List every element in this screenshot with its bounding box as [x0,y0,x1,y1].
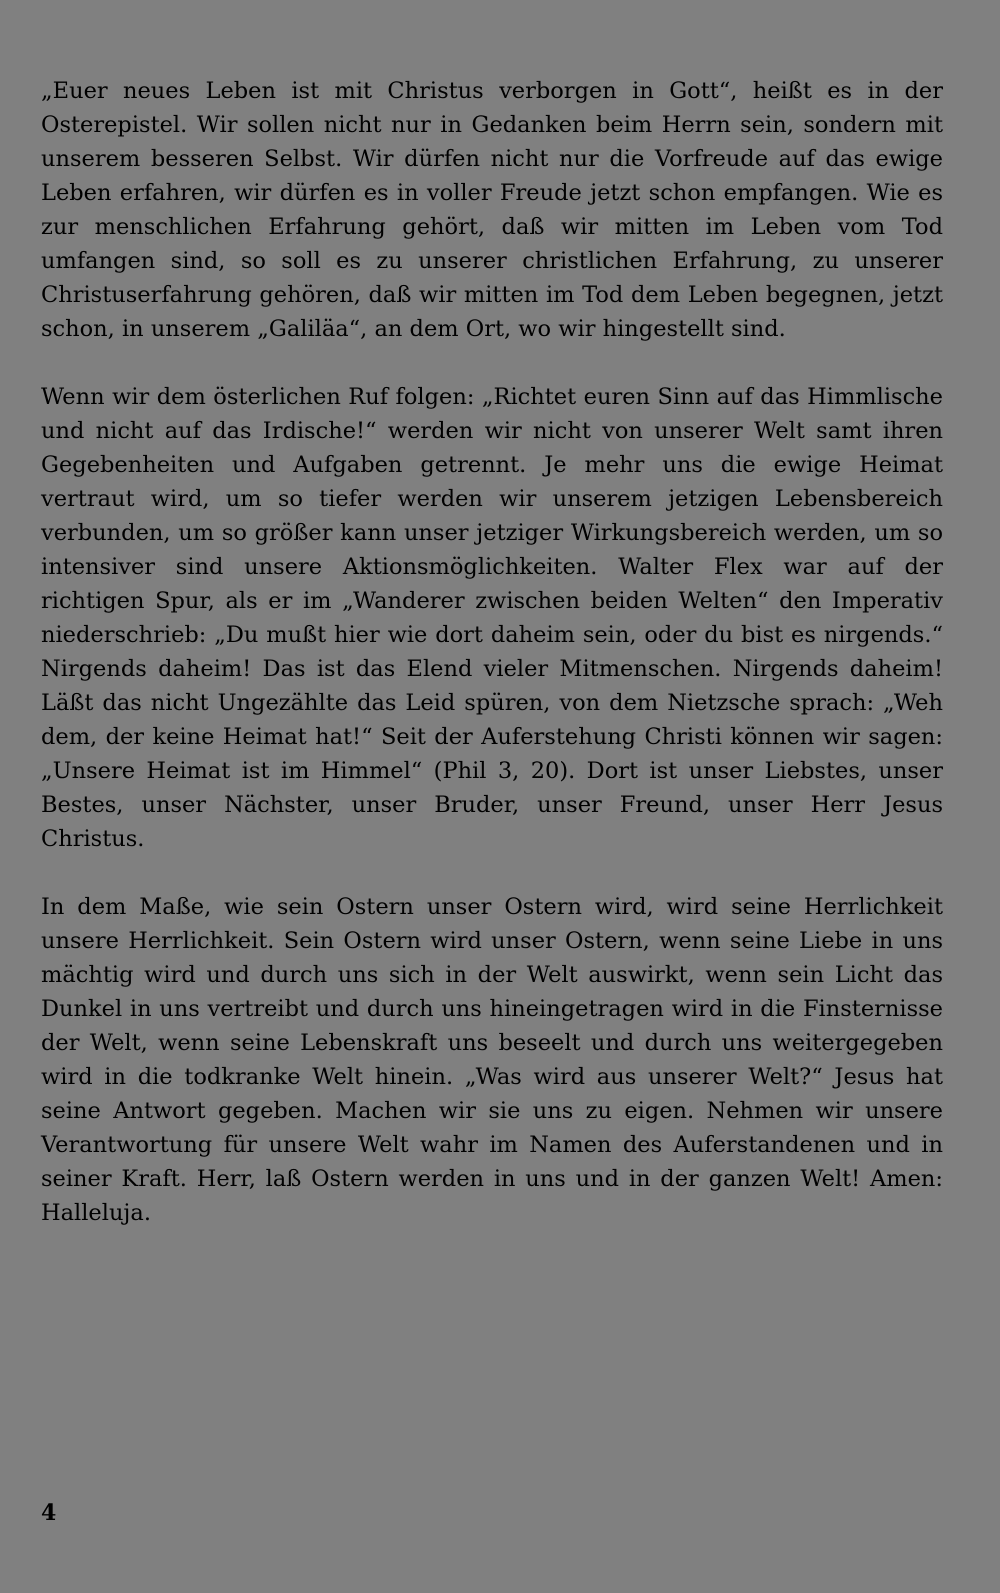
paragraph-1: „Euer neues Leben ist mit Christus verborgen in Gott“, heißt es in der Osterepistel. Wir sollen nicht nur in Gedanken beim Herrn sein, sondern mit unserem besseren Selbst. Wir dürfen nicht nur die Vorfreude auf das ewige Leben erfahren, wir dürfen es in voller Freude jetzt schon empfangen. Wie es zur menschlichen Erfahrung gehört, daß wir mitten im Leben vom Tod umfangen sind, so soll es zu unserer christlichen Erfahrung, zu unserer Christuserfahrung gehören, daß wir mitten im Tod dem Leben begegnen, jetzt schon, in unserem „Galiläa“, an dem Ort, wo wir hingestellt sind. [41,78,943,342]
body-text [41,74,943,1230]
paragraph-2: Wenn wir dem österlichen Ruf folgen: „Richtet euren Sinn auf das Himmlische und nicht auf das Irdische!“ werden wir nicht von unserer Welt samt ihren Gegebenheiten und Aufgaben getrennt. Je mehr uns die ewige Heimat vertraut wird, um so tiefer werden wir unserem jetzigen Lebensbereich verbunden, um so größer kann unser jetziger Wirkungsbereich werden, um so intensiver sind unsere Aktionsmöglichkeiten. Walter Flex war auf der richtigen Spur, als er im „Wanderer zwischen beiden Welten“ den Imperativ niederschrieb: „Du mußt hier wie dort daheim sein, oder du bist es nirgends.“ Nirgends daheim! Das ist das Elend vieler Mitmenschen. Nirgends daheim! Läßt das nicht Ungezählte das Leid spüren, von dem Nietzsche sprach: „Weh dem, der keine Heimat hat!“ Seit der Auferstehung Christi können wir sagen: „Unsere Heimat ist im Himmel“ (Phil 3, 20). Dort ist unser Liebstes, unser Bestes, unser Nächster, unser Bruder, unser Freund, unser Herr Jesus Christus. [41,384,943,852]
page-number: 4 [41,1500,57,1526]
paragraph-3: In dem Maße, wie sein Ostern unser Ostern wird, wird seine Herrlichkeit unsere Herrlichkeit. Sein Ostern wird unser Ostern, wenn seine Liebe in uns mächtig wird und durch uns sich in der Welt auswirkt, wenn sein Licht das Dunkel in uns vertreibt und durch uns hineingetragen wird in die Finsternisse der Welt, wenn seine Lebenskraft uns beseelt und durch uns weitergegeben wird in die todkranke Welt hinein. „Was wird aus unserer Welt?“ Jesus hat seine Antwort gegeben. Machen wir sie uns zu eigen. Nehmen wir unsere Verantwortung für unsere Welt wahr im Namen des Auferstandenen und in seiner Kraft. Herr, laß Ostern werden in uns und in der ganzen Welt! Amen: Halleluja. [41,894,943,1226]
